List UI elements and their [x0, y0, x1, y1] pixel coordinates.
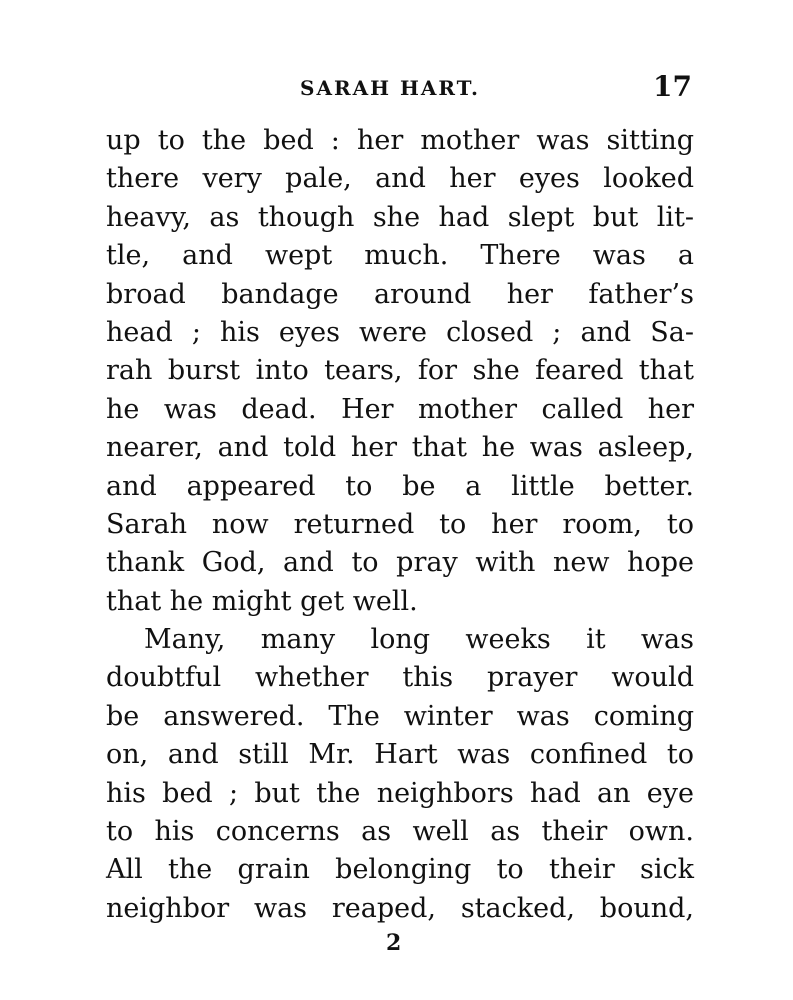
- text-line: heavy, as though she had slept but lit-: [106, 201, 694, 233]
- text-line: and appeared to be a little better.: [106, 470, 694, 502]
- text-line: be answered. The winter was coming: [106, 700, 694, 732]
- text-line: tle, and wept much. There was a: [106, 240, 694, 272]
- text-line: head ; his eyes were closed ; and Sa-: [106, 316, 694, 348]
- body-text: [106, 122, 694, 928]
- text-line: on, and still Mr. Hart was confined to: [106, 739, 694, 771]
- text-line: there very pale, and her eyes looked: [106, 163, 694, 195]
- running-title: SARAH HART.: [300, 76, 480, 100]
- text-line: to his concerns as well as their own.: [106, 816, 694, 848]
- text-line: that he might get well.: [106, 585, 418, 617]
- text-line: All the grain belonging to their sick: [106, 854, 694, 886]
- page-number: 17: [653, 70, 692, 103]
- text-line: broad bandage around her father’s: [106, 278, 694, 310]
- text-line: nearer, and told her that he was asleep,: [106, 432, 694, 464]
- signature-mark: 2: [386, 930, 402, 956]
- text-line: his bed ; but the neighbors had an eye: [106, 777, 694, 809]
- text-line: Sarah now returned to her room, to: [106, 508, 694, 540]
- text-line: Many, many long weeks it was: [144, 624, 694, 656]
- text-line: he was dead. Her mother called her: [106, 393, 694, 425]
- text-line: doubtful whether this prayer would: [106, 662, 694, 694]
- text-line: thank God, and to pray with new hope: [106, 547, 694, 579]
- text-line: rah burst into tears, for she feared that: [106, 355, 694, 387]
- text-line: neighbor was reaped, stacked, bound,: [106, 892, 694, 924]
- running-head: [0, 70, 793, 106]
- text-line: up to the bed : her mother was sitting: [106, 125, 694, 156]
